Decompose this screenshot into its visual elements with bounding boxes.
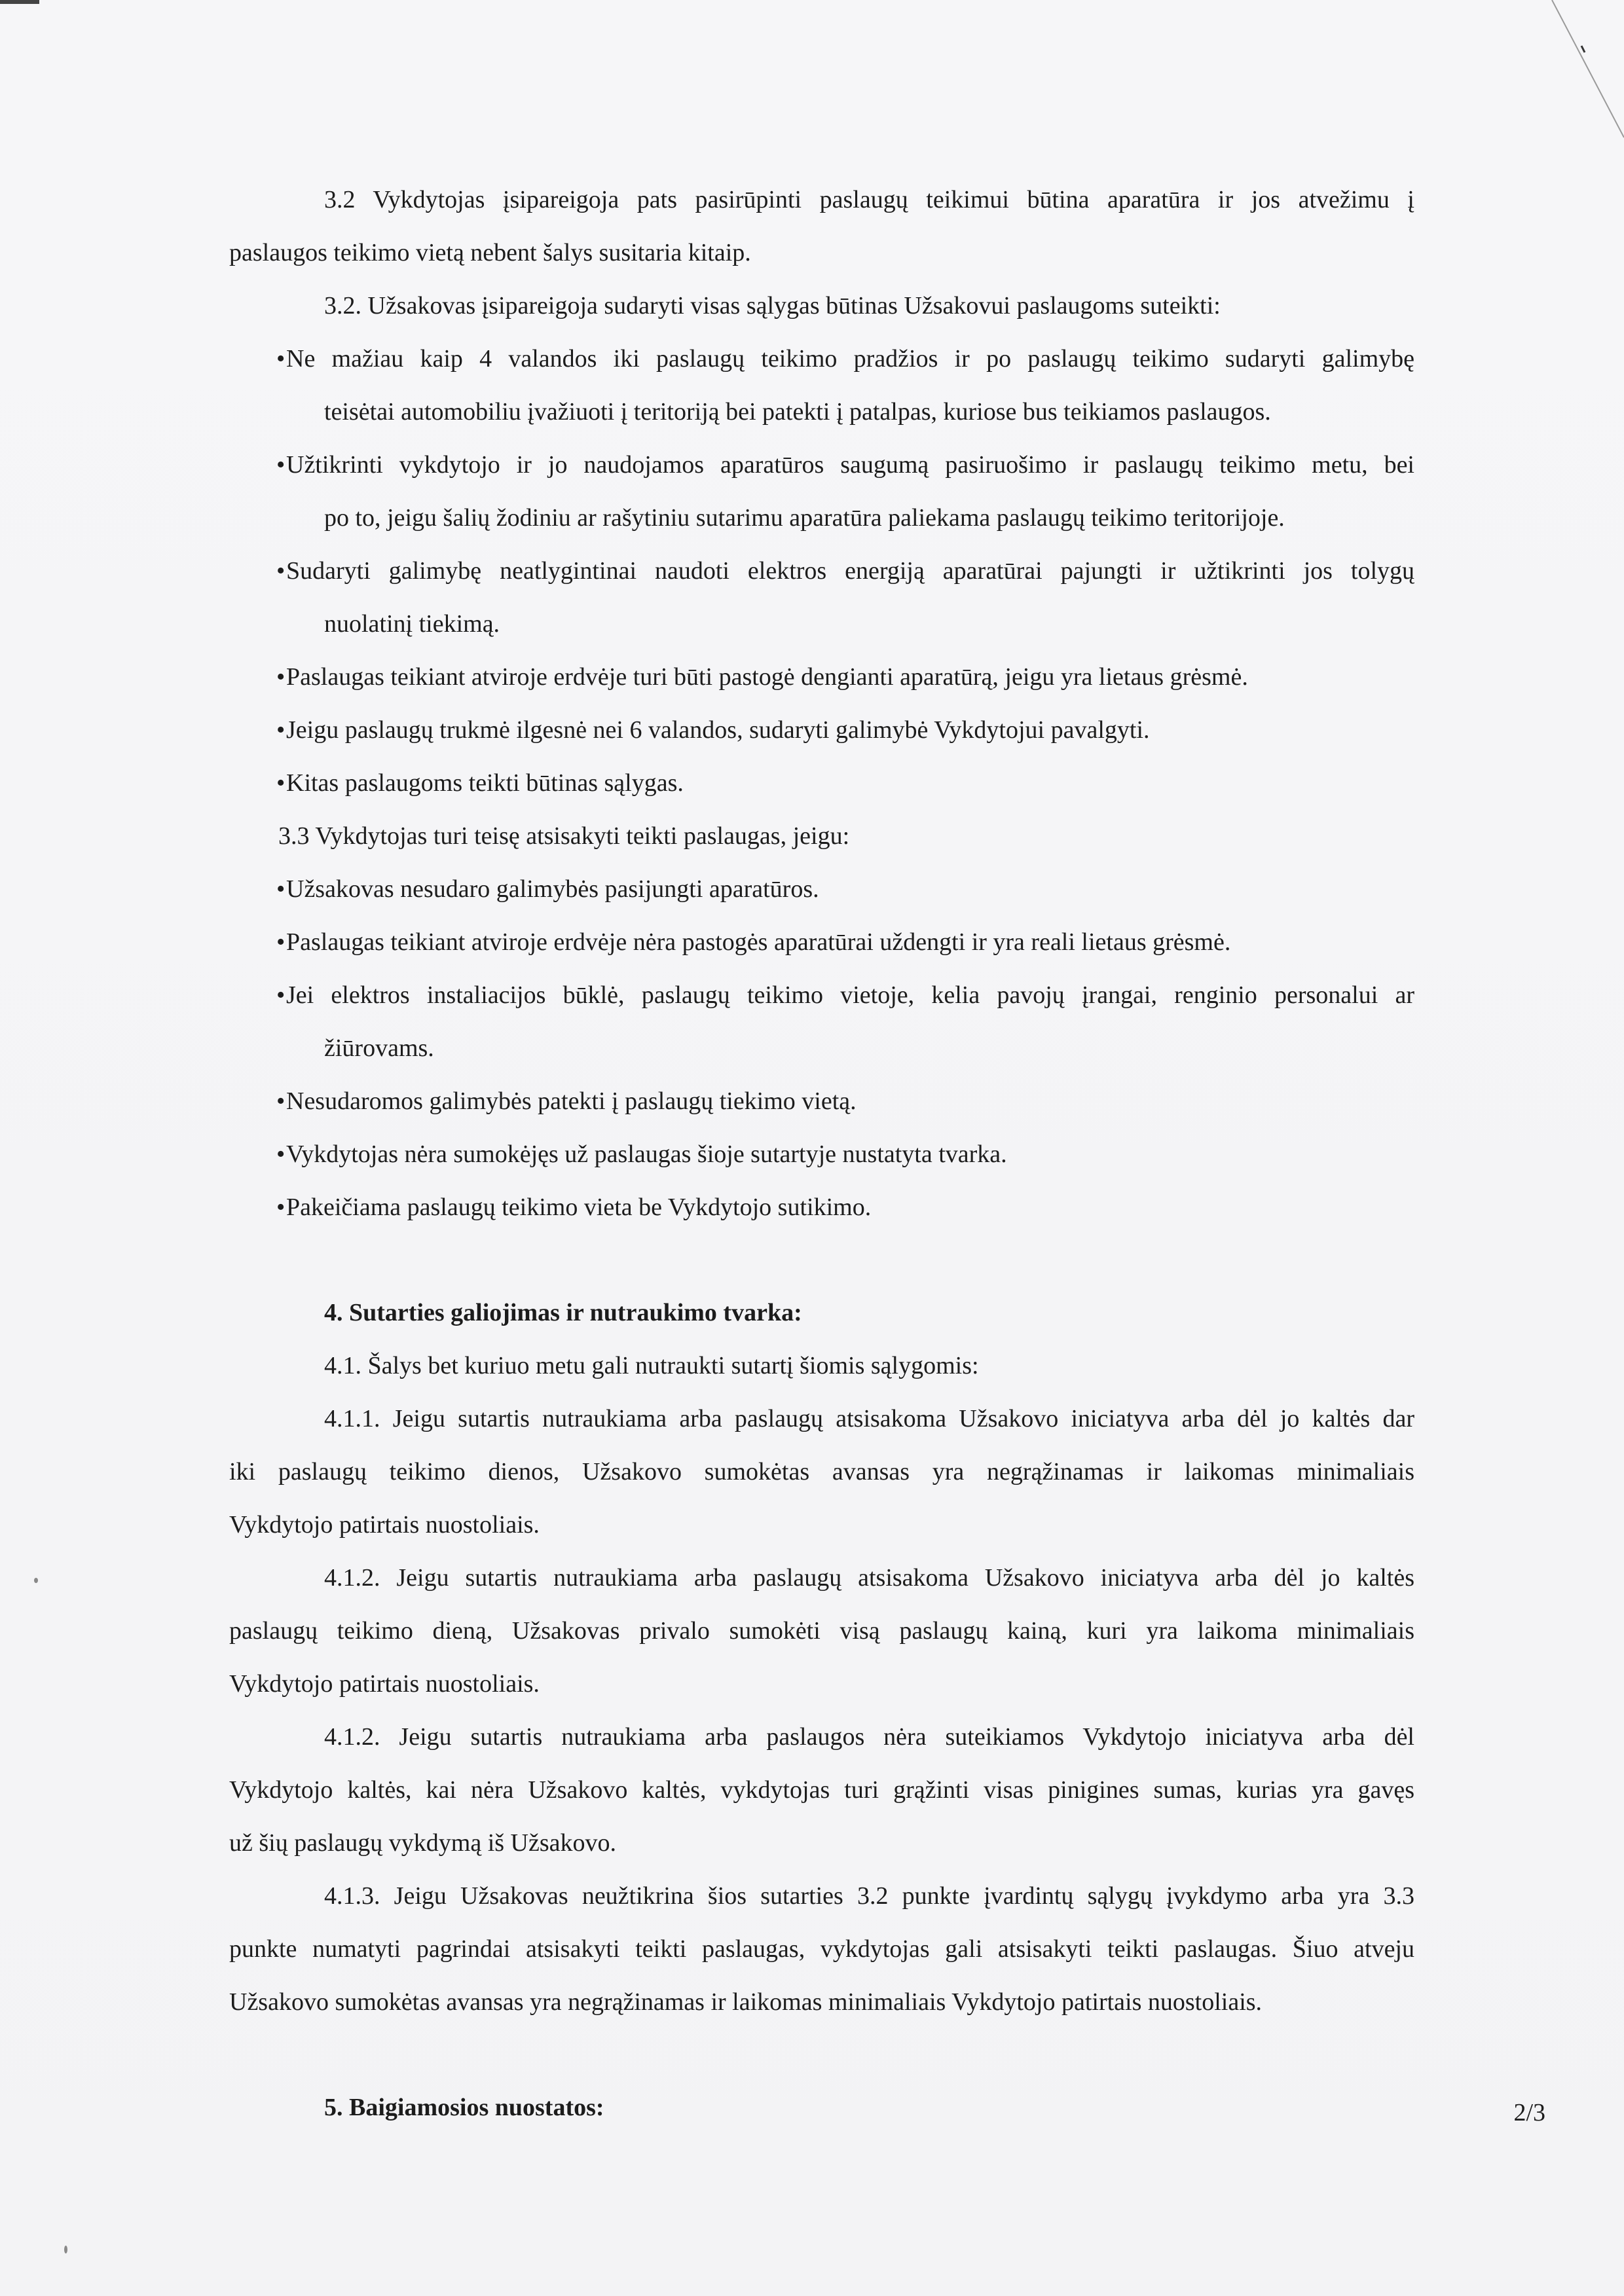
- list-item-text: Pakeičiama paslaugų teikimo vieta be Vykdytojo sutikimo.: [286, 1194, 872, 1221]
- bullet-icon: •: [276, 451, 286, 479]
- bullet-icon: •: [276, 928, 286, 956]
- list-item-line2: nuolatinį tiekimą.: [324, 610, 500, 638]
- scan-edge-mark: [0, 0, 39, 4]
- list-item-line1: Sudaryti galimybę neatlygintinai naudoti elektros energiją aparatūrai pajungti ir užtikrinti jos tolygų: [286, 557, 1414, 585]
- bullet-icon: •: [276, 1087, 286, 1115]
- paragraph-4-1-3-line2: punkte numatyti pagrindai atsisakyti teikti paslaugas, vykdytojas gali atsisakyti teikti paslaugas. Šiuo atveju: [229, 1935, 1414, 1963]
- list-item: [229, 916, 1414, 969]
- section-4-heading: 4. Sutarties galiojimas ir nutraukimo tvarka:: [324, 1299, 802, 1326]
- bullet-icon: •: [276, 716, 286, 744]
- page-number: 2/3: [1513, 2099, 1545, 2126]
- list-item-text: Nesudaromos galimybės patekti į paslaugų tiekimo vietą.: [286, 1087, 857, 1115]
- paragraph-4-1-1-line3: Vykdytojo patirtais nuostoliais.: [229, 1511, 540, 1539]
- paragraph-3-2a-line2: paslaugos teikimo vietą nebent šalys susitaria kitaip.: [229, 239, 751, 266]
- bullet-icon: •: [276, 981, 286, 1009]
- list-item: [229, 1181, 1414, 1234]
- paragraph-3-2a-line1: 3.2 Vykdytojas įsipareigoja pats pasirūpinti paslaugų teikimui būtina aparatūra ir jos atvežimu į: [324, 186, 1414, 213]
- paragraph-3-3: 3.3 Vykdytojas turi teisę atsisakyti teikti paslaugas, jeigu:: [278, 822, 850, 850]
- section-5-heading: 5. Baigiamosios nuostatos:: [324, 2094, 604, 2121]
- list-item: [229, 757, 1414, 810]
- scan-speck: [64, 2246, 67, 2253]
- bullet-icon: •: [276, 345, 286, 373]
- list-item: [229, 333, 1414, 439]
- bullet-icon: •: [276, 557, 286, 585]
- list-item-line2: žiūrovams.: [324, 1034, 434, 1062]
- paragraph-4-1-2a-line1: 4.1.2. Jeigu sutartis nutraukiama arba paslaugų atsisakoma Užsakovo iniciatyva arba dėl jo kaltės: [324, 1564, 1414, 1592]
- bullet-icon: •: [276, 769, 286, 797]
- paragraph-4-1-2b-line3: už šių paslaugų vykdymą iš Užsakovo.: [229, 1829, 617, 1857]
- list-item: [229, 863, 1414, 916]
- list-item-text: Paslaugas teikiant atviroje erdvėje nėra pastogės aparatūrai uždengti ir yra reali lietaus grėsmė.: [286, 928, 1231, 956]
- list-item: [229, 969, 1414, 1075]
- bullet-icon: •: [276, 875, 286, 903]
- list-item: [229, 651, 1414, 704]
- paragraph-4-1: 4.1. Šalys bet kuriuo metu gali nutraukti sutartį šiomis sąlygomis:: [324, 1352, 979, 1379]
- list-item-text: Jeigu paslaugų trukmė ilgesnė nei 6 valandos, sudaryti galimybė Vykdytojui pavalgyti.: [286, 716, 1150, 744]
- list-item: [229, 439, 1414, 545]
- bullet-icon: •: [276, 663, 286, 691]
- list-item-text: Vykdytojas nėra sumokėjęs už paslaugas šioje sutartyje nustatyta tvarka.: [286, 1140, 1007, 1168]
- paragraph-3-2b: 3.2. Užsakovas įsipareigoja sudaryti visas sąlygas būtinas Užsakovui paslaugoms suteikti:: [324, 292, 1221, 319]
- scan-speck: [34, 1578, 38, 1583]
- list-item-text: Paslaugas teikiant atviroje erdvėje turi būti pastogė dengianti aparatūrą, jeigu yra lietaus grėsmė.: [286, 663, 1248, 691]
- paragraph-4-1-3-line1: 4.1.3. Jeigu Užsakovas neužtikrina šios sutarties 3.2 punkte įvardintų sąlygų įvykdymo arba yra 3.3: [324, 1882, 1414, 1910]
- list-item-text: Kitas paslaugoms teikti būtinas sąlygas.: [286, 769, 684, 797]
- list-item-line1: Ne mažiau kaip 4 valandos iki paslaugų teikimo pradžios ir po paslaugų teikimo sudaryti galimybę: [286, 345, 1414, 373]
- list-item-line2: teisėtai automobiliu įvažiuoti į teritoriją bei patekti į patalpas, kuriose bus teikiamos paslaugos.: [324, 398, 1271, 426]
- paragraph-4-1-2b-line2: Vykdytojo kaltės, kai nėra Užsakovo kaltės, vykdytojas turi grąžinti visas pinigines sumas, kurias yra gavęs: [229, 1776, 1414, 1804]
- paragraph-4-1-3-line3: Užsakovo sumokėtas avansas yra negrąžinamas ir laikomas minimaliais Vykdytojo patirtais nuostoliais.: [229, 1988, 1263, 2016]
- paragraph-4-1-2a-line2: paslaugų teikimo dieną, Užsakovas privalo sumokėti visą paslaugų kainą, kuri yra laikoma minimaliais: [229, 1617, 1414, 1645]
- list-item-line1: Jei elektros instaliacijos būklė, paslaugų teikimo vietoje, kelia pavojų įrangai, renginio personalui ar: [286, 981, 1414, 1009]
- paragraph-4-1-2b-line1: 4.1.2. Jeigu sutartis nutraukiama arba paslaugos nėra suteikiamos Vykdytojo iniciatyva arba dėl: [324, 1723, 1414, 1751]
- list-item: [229, 1128, 1414, 1181]
- page-fold-line: [1506, 0, 1624, 144]
- paragraph-4-1-2a-line3: Vykdytojo patirtais nuostoliais.: [229, 1670, 540, 1698]
- list-item: [229, 704, 1414, 757]
- bullet-icon: •: [276, 1140, 286, 1168]
- list-item: [229, 1075, 1414, 1128]
- paragraph-4-1-1-line1: 4.1.1. Jeigu sutartis nutraukiama arba paslaugų atsisakoma Užsakovo iniciatyva arba dėl jo kaltės dar: [324, 1405, 1414, 1432]
- list-item-text: Užsakovas nesudaro galimybės pasijungti aparatūros.: [286, 875, 819, 903]
- list-item-line2: po to, jeigu šalių žodiniu ar rašytiniu sutarimu aparatūra paliekama paslaugų teikimo teritorijoje.: [324, 504, 1285, 532]
- bullet-icon: •: [276, 1194, 286, 1221]
- list-item-line1: Užtikrinti vykdytojo ir jo naudojamos aparatūros saugumą pasiruošimo ir paslaugų teikimo metu, bei: [286, 451, 1414, 479]
- document-body: [229, 173, 1414, 2134]
- paragraph-4-1-1-line2: iki paslaugų teikimo dienos, Užsakovo sumokėtas avansas yra negrąžinamas ir laikomas minimaliais: [229, 1458, 1414, 1485]
- list-item: [229, 545, 1414, 651]
